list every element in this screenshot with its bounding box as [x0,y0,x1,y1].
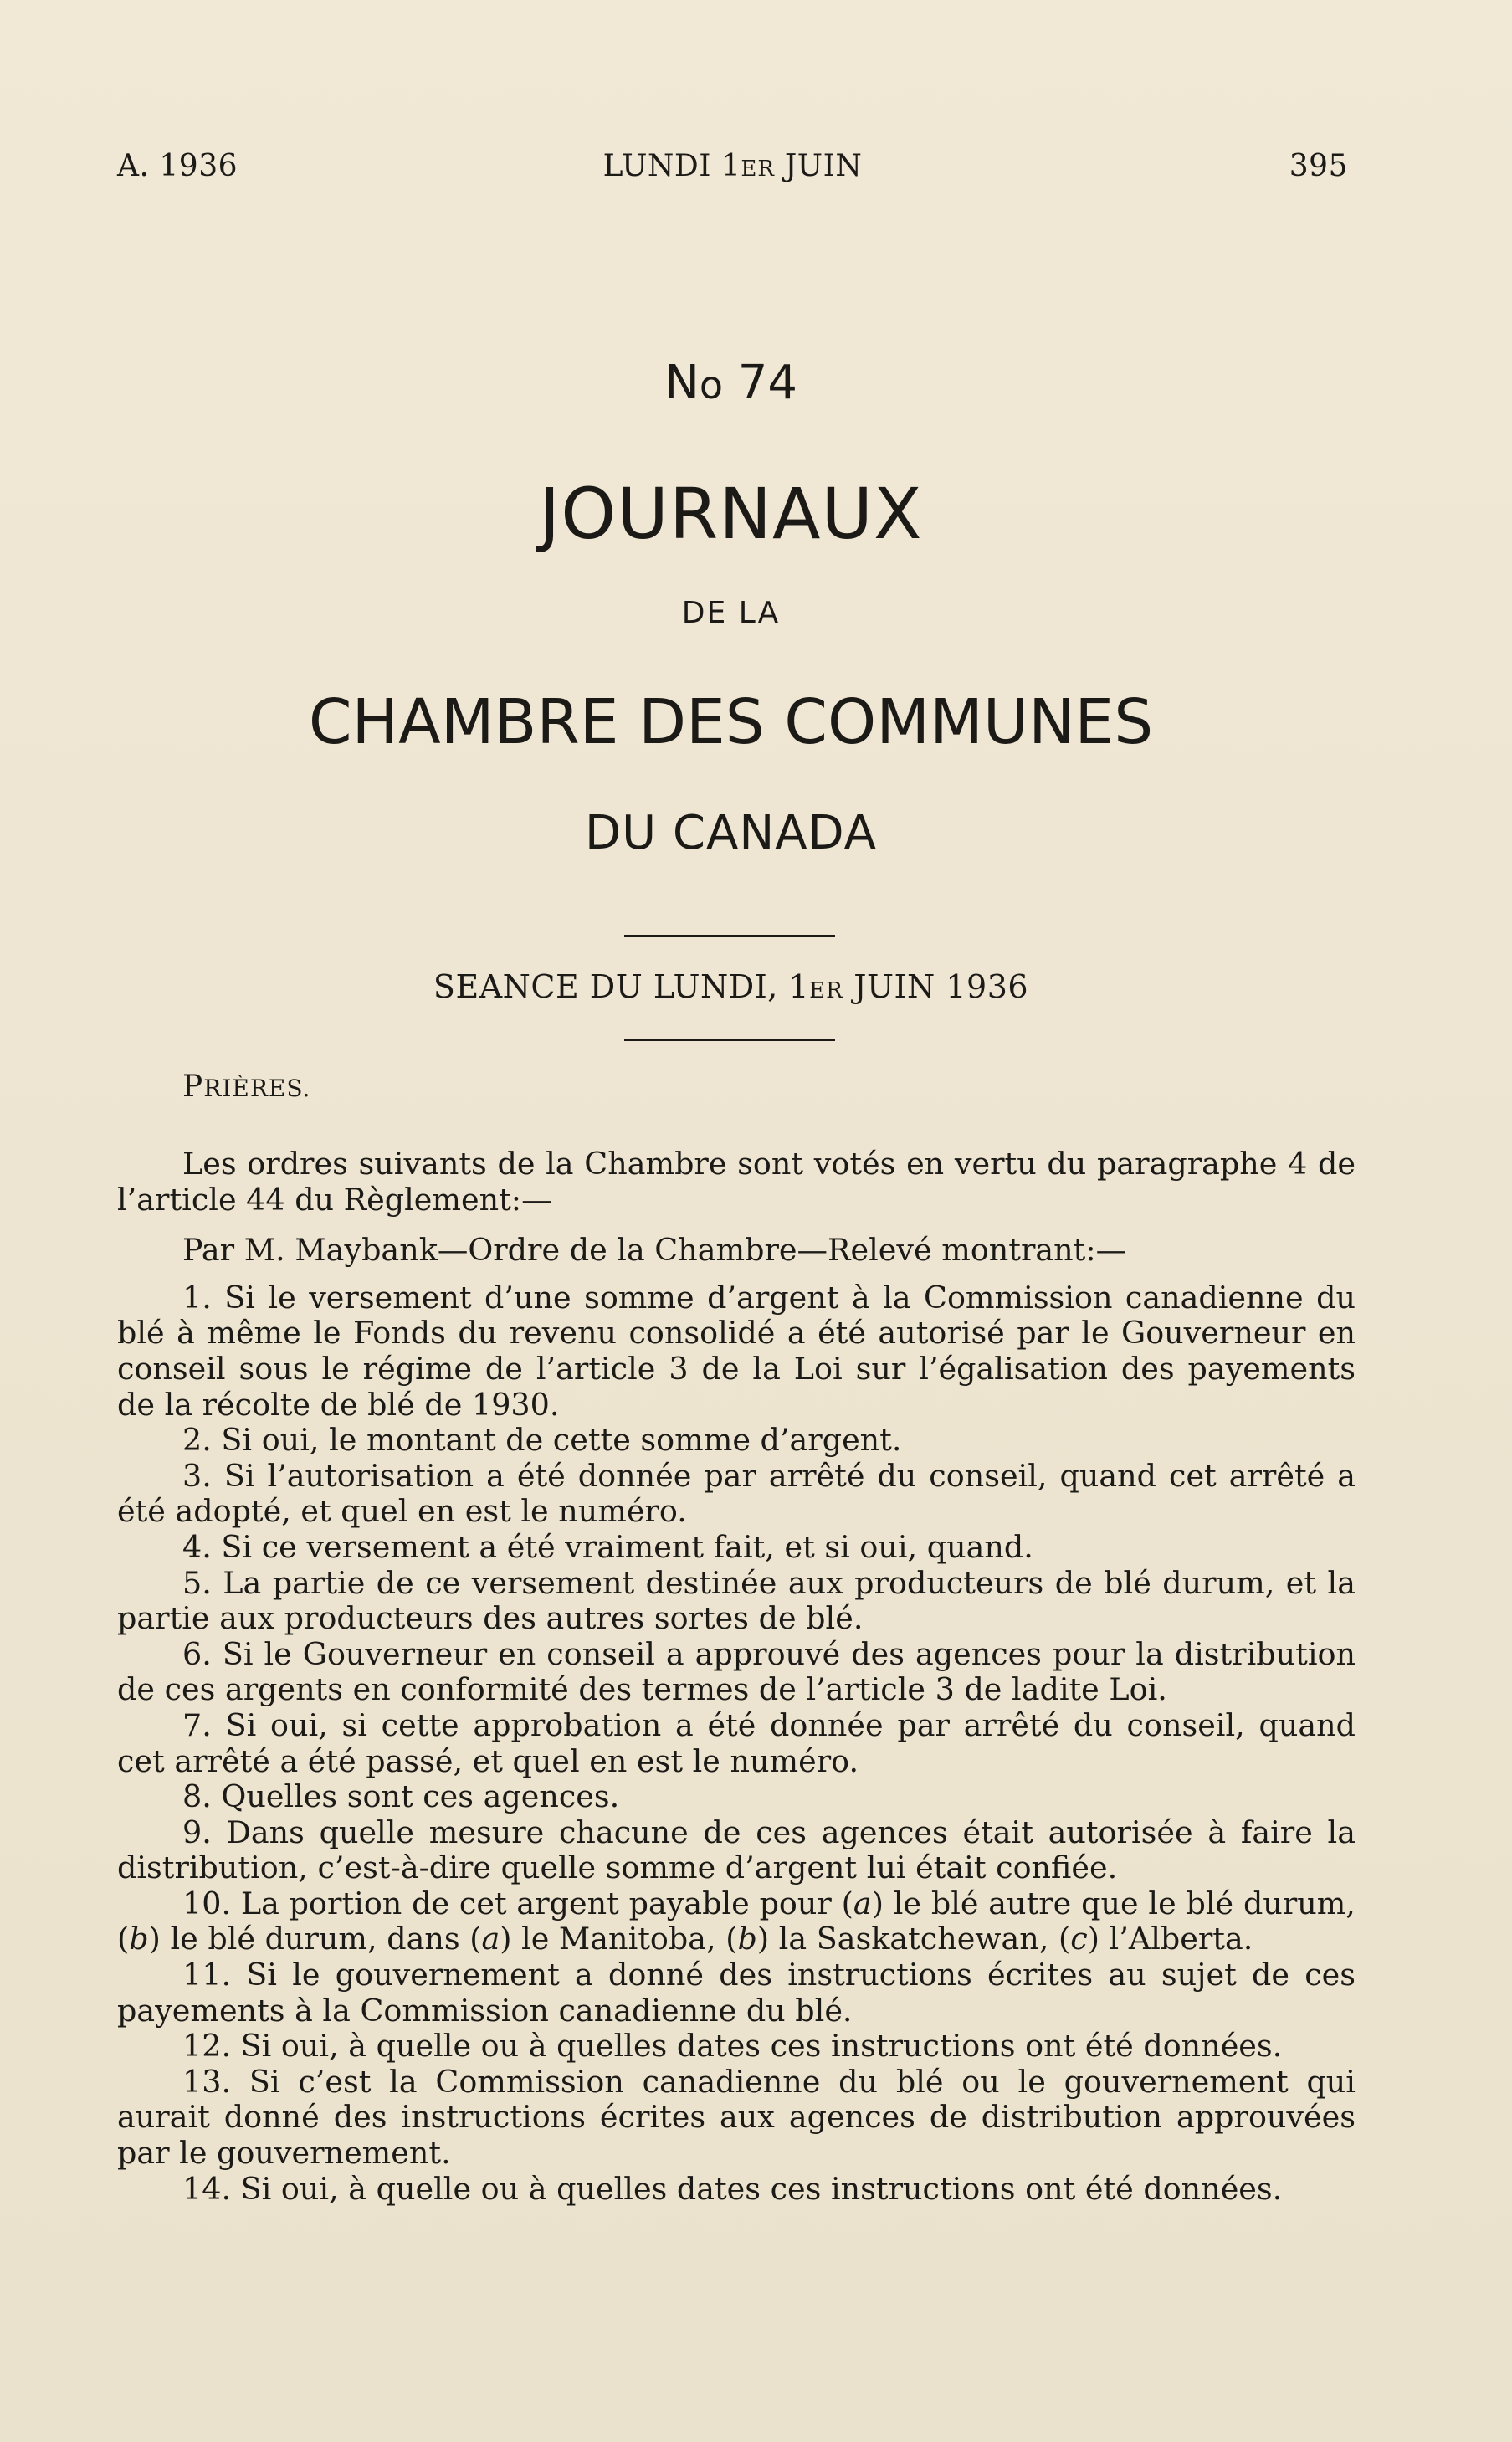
question-item: 14. Si oui, à quelle ou à quelles dates ces instructions ont été données. [182,2170,1283,2207]
issue-number [0,356,1462,410]
q10-letter: b [129,1921,149,1957]
question-item: 12. Si oui, à quelle ou à quelles dates ces instructions ont été données. [182,2028,1283,2065]
q10-text: 10. La portion de cet argent payable pour ( [182,1885,853,1921]
q10-text: ) l’Alberta. [1087,1921,1253,1957]
running-head-date [117,149,1348,183]
prieres-heading [182,1070,310,1104]
title-de-la: DE LA [681,596,781,630]
question-item: 7. Si oui, si cette approbation a été donnée par arrêté du conseil, quand cet arrêté a été passé, et quel en est le numéro. [117,1706,1356,1779]
q10-text: ) la Saskatchewan, ( [756,1921,1071,1957]
title-chambre: CHAMBRE DES COMMUNES [308,686,1154,758]
prieres-rest: RIÈRES. [203,1075,311,1102]
question-item: 13. Si c’est la Commission canadienne du blé ou le gouvernement qui aurait donné des instructions écrites aux agences de distribution approuvées par le gouvernement. [117,2063,1356,2172]
divider-bottom [624,1039,835,1041]
running-head-year: A. 1936 [117,149,238,183]
q10-letter: a [481,1921,500,1957]
motion-paragraph: Par M. Maybank—Ordre de la Chambre—Relevé montrant:— [182,1232,1127,1269]
question-item: 5. La partie de ce versement destinée aux producteurs de blé durum, et la partie aux producteurs des autres sortes de blé. [117,1564,1356,1637]
running-head-date-sup: ER [741,156,775,182]
question-item: 3. Si l’autorisation a été donnée par arrêté du conseil, quand cet arrêté a été adopté, et quel en est le numéro. [117,1457,1356,1530]
running-head-date-main: LUNDI 1 [602,149,741,183]
issue-number-o: o [699,362,723,408]
running-head-date-month: JUIN [774,149,863,183]
title-du-canada: DU CANADA [585,806,877,860]
question-item: 6. Si le Gouverneur en conseil a approuvé des agences pour la distribution de ces argents en conformité des termes de l’article 3 de ladite Loi. [117,1635,1356,1708]
q10-letter: c [1070,1921,1088,1957]
q10-letter: a [853,1885,872,1921]
title-journaux: JOURNAUX [539,473,923,555]
q10-letter: b [737,1921,757,1957]
question-item: 1. Si le versement d’une somme d’argent à la Commission canadienne du blé à même le Fonds du revenu consolidé a été autorisé par le Gouverneur en conseil sous le régime de l’article 3 de la Loi sur l’égalisation des payements de la récolte de blé de 1930. [117,1279,1356,1423]
question-item: 4. Si ce versement a été vraiment fait, et si oui, quand. [182,1528,1033,1565]
question-item-10 [117,1886,1356,1957]
divider-top [624,935,835,937]
question-item: 11. Si le gouvernement a donné des instructions écrites au sujet de ces payements à la Commission canadienne du blé. [117,1957,1356,2029]
page-number: 395 [1289,149,1348,183]
question-item: 2. Si oui, le montant de cette somme d’argent. [182,1422,902,1459]
session-heading-main: SEANCE DU LUNDI, 1 [433,968,810,1005]
prieres-initial: P [182,1070,204,1104]
question-item: 8. Quelles sont ces agences. [182,1778,620,1815]
question-item: 9. Dans quelle mesure chacune de ces agences était autorisée à faire la distribution, c’est-à-dire quelle somme d’argent lui était confiée. [117,1814,1356,1886]
q10-text: ) le blé durum, dans ( [148,1921,482,1957]
issue-number-prefix: N [664,356,700,410]
session-heading-date: JUIN 1936 [843,968,1029,1005]
q10-text: ) le Manitoba, ( [500,1921,738,1957]
q10-text: ) le blé autre que le blé durum, ( [117,1885,1356,1957]
session-heading [0,968,1462,1005]
proceedings-text [117,1147,1356,2207]
issue-number-value: 74 [722,356,798,410]
session-heading-sup: ER [809,978,843,1003]
intro-paragraph: Les ordres suivants de la Chambre sont votés en vertu du paragraphe 4 de l’article 44 du Règlement:— [117,1146,1356,1218]
running-head [117,149,1348,191]
